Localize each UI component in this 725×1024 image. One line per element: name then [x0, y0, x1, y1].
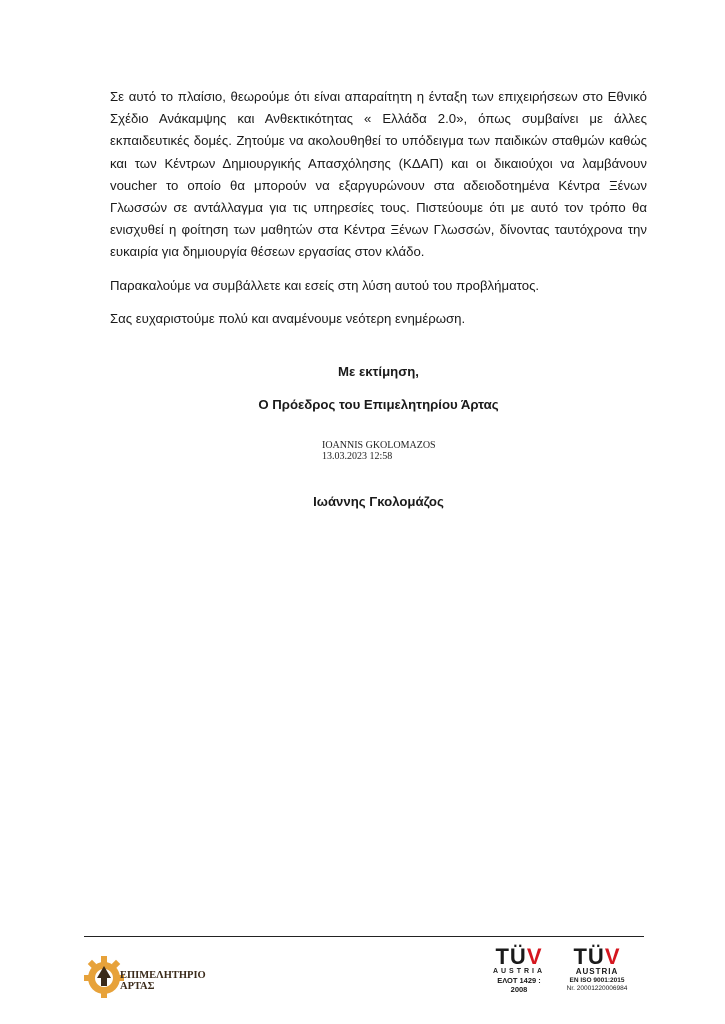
footer-divider — [84, 936, 644, 937]
tuv-certification-badge — [566, 946, 628, 993]
chamber-logo — [84, 950, 206, 1000]
gear-icon — [84, 952, 124, 998]
cert-number: Nr. 20001220006984 — [566, 985, 628, 992]
body-paragraph: Σε αυτό το πλαίσιο, θεωρούμε ότι είναι απαραίτητη η ένταξη των επιχειρήσεων στο Εθνικό Σχέδιο Ανάκαμψης και Ανθεκτικότητας « Ελλάδα 2.0», όπως συμβαίνει με άλλες εκπαιδευτικές δομές. Ζητούμε να ακολουθηθεί το υπόδειγμα των παιδικών σταθμών καθώς και των Κέντρων Δημιουργικής Απασχόλησης (ΚΔΑΠ) και οι δικαιούχοι να λαμβάνουν voucher το οποίο θα μπορούν να εξαργυρώνουν στα αδειοδοτημένα Κέντρα Ξένων Γλωσσών σε αντάλλαγμα για τις υπηρεσίες τους. Πιστεύουμε ότι με αυτό τον τρόπο θα ενισχυθεί η φοίτηση των μαθητών στα Κέντρα Ξένων Γλωσσών, δίνοντας ταυτόχρονα την ευκαιρία για δημιουργία θέσεων εργασίας στον κλάδο. — [110, 89, 647, 260]
chamber-logo-text — [120, 970, 206, 992]
signature-name: IOANNIS GKOLOMAZOS — [322, 440, 436, 451]
body-paragraph: Παρακαλούμε να συμβάλλετε και εσείς στη λύση αυτού του προβλήματος. — [110, 277, 540, 293]
signatory-title: Ο Πρόεδρος του Επιμελητηρίου Άρτας — [258, 397, 499, 412]
cert-standard: EN ISO 9001:2015 — [569, 977, 625, 984]
tuv-mark — [488, 946, 550, 968]
tuv-country: AUSTRIA — [575, 967, 619, 976]
tuv-certification-badge — [488, 946, 550, 994]
tuv-country: AUSTRIA — [492, 968, 546, 975]
chamber-logo-line2: ΑΡΤΑΣ — [120, 981, 155, 992]
tuv-mark — [566, 946, 628, 968]
letter-body — [110, 86, 647, 341]
digital-signature — [322, 440, 436, 462]
tuv-logo-icon: TÜ — [573, 944, 605, 969]
tuv-logo-icon: TÜ — [495, 944, 527, 969]
tuv-check-icon: V — [604, 944, 621, 969]
cert-standard-extra: 2008 — [510, 985, 528, 994]
signatory-name: Ιωάννης Γκολομάζος — [313, 494, 444, 509]
chamber-logo-line1: ΕΠΙΜΕΛΗΤΗΡΙΟ — [120, 970, 206, 981]
closing-salutation: Με εκτίμηση, — [338, 364, 419, 379]
body-paragraph: Σας ευχαριστούμε πολύ και αναμένουμε νεότερη ενημέρωση. — [110, 310, 466, 326]
tuv-check-icon: V — [526, 944, 543, 969]
signature-timestamp: 13.03.2023 12:58 — [322, 451, 393, 462]
cert-standard: ΕΛΟΤ 1429 : — [497, 976, 541, 985]
